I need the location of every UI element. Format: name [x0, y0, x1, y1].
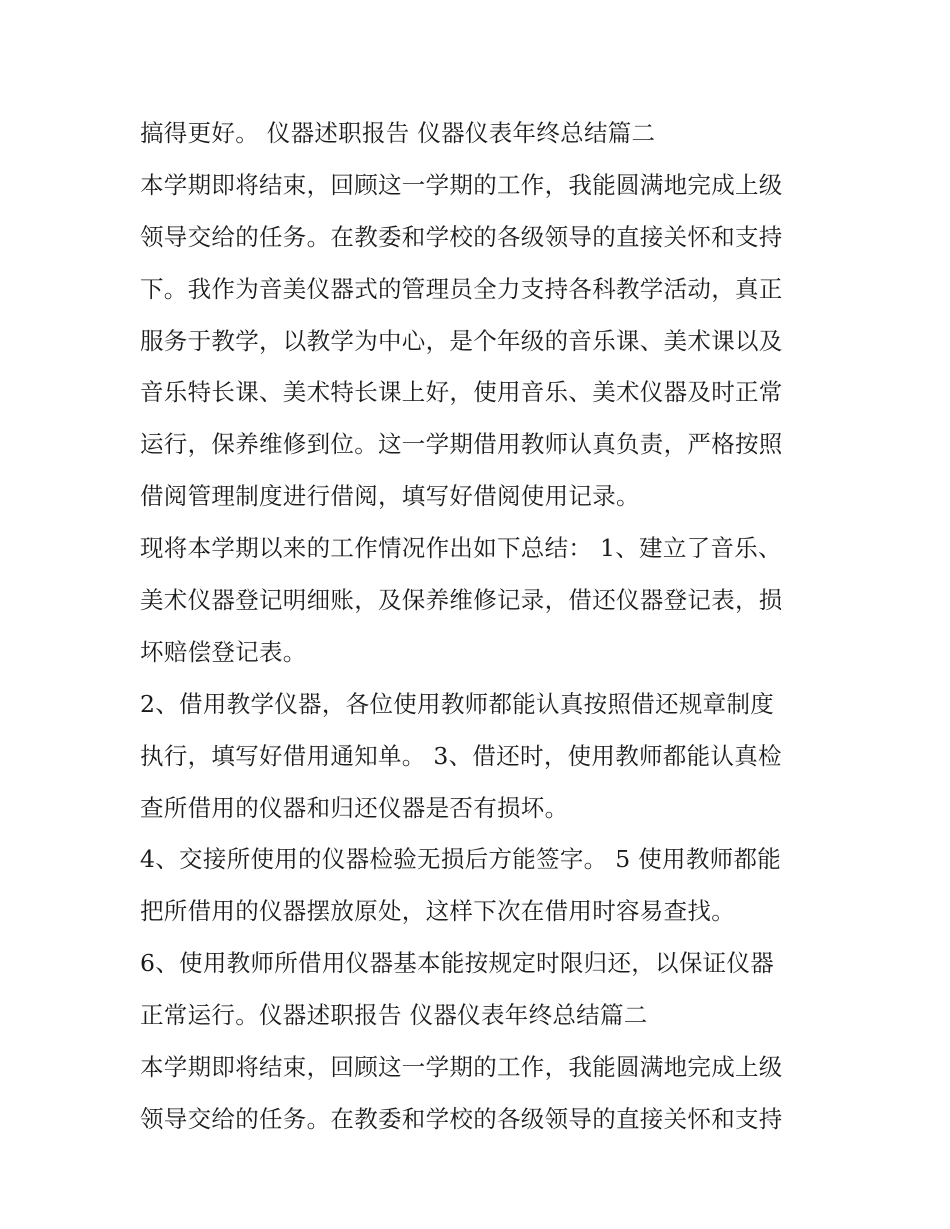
text-line: 查所借用的仪器和归还仪器是否有损坏。 [140, 793, 569, 822]
text-line: 把所借用的仪器摆放原处，这样下次在借用时容易查找。 [140, 897, 735, 926]
text-line: 2、借用教学仪器，各位使用教师都能认真按照借还规章制度 [140, 689, 775, 718]
text-line: 下。我作为音美仪器式的管理员全力支持各科教学活动，真正 [140, 274, 783, 303]
text-line: 运行，保养维修到位。这一学期借用教师认真负责，严格按照 [140, 430, 783, 459]
text-line: 执行，填写好借用通知单。 3、借还时，使用教师都能认真检 [140, 741, 782, 770]
text-line: 6、使用教师所借用仪器基本能按规定时限归还，以保证仪器 [140, 949, 775, 978]
text-line: 坏赔偿登记表。 [140, 637, 307, 666]
text-line: 音乐特长课、美术特长课上好，使用音乐、美术仪器及时正常 [140, 378, 783, 407]
text-line: 领导交给的任务。在教委和学校的各级领导的直接关怀和支持 [140, 222, 783, 251]
text-line: 服务于教学，以教学为中心，是个年级的音乐课、美术课以及 [140, 326, 783, 355]
text-line: 本学期即将结束，回顾这一学期的工作，我能圆满地完成上级 [140, 170, 783, 199]
text-line: 美术仪器登记明细账，及保养维修记录，借还仪器登记表，损 [140, 586, 783, 615]
text-line: 借阅管理制度进行借阅，填写好借阅使用记录。 [140, 482, 640, 511]
text-line: 本学期即将结束，回顾这一学期的工作，我能圆满地完成上级 [140, 1053, 783, 1082]
document-body [140, 108, 820, 1146]
text-line: 现将本学期以来的工作情况作出如下总结： 1、建立了音乐、 [140, 534, 782, 563]
text-line: 领导交给的任务。在教委和学校的各级领导的直接关怀和支持 [140, 1104, 783, 1133]
text-line: 4、交接所使用的仪器检验无损后方能签字。 5 使用教师都能 [140, 845, 782, 874]
text-line: 搞得更好。 仪器述职报告 仪器仪表年终总结篇二 [140, 119, 656, 147]
text-line: 正常运行。仪器述职报告 仪器仪表年终总结篇二 [140, 1001, 648, 1030]
